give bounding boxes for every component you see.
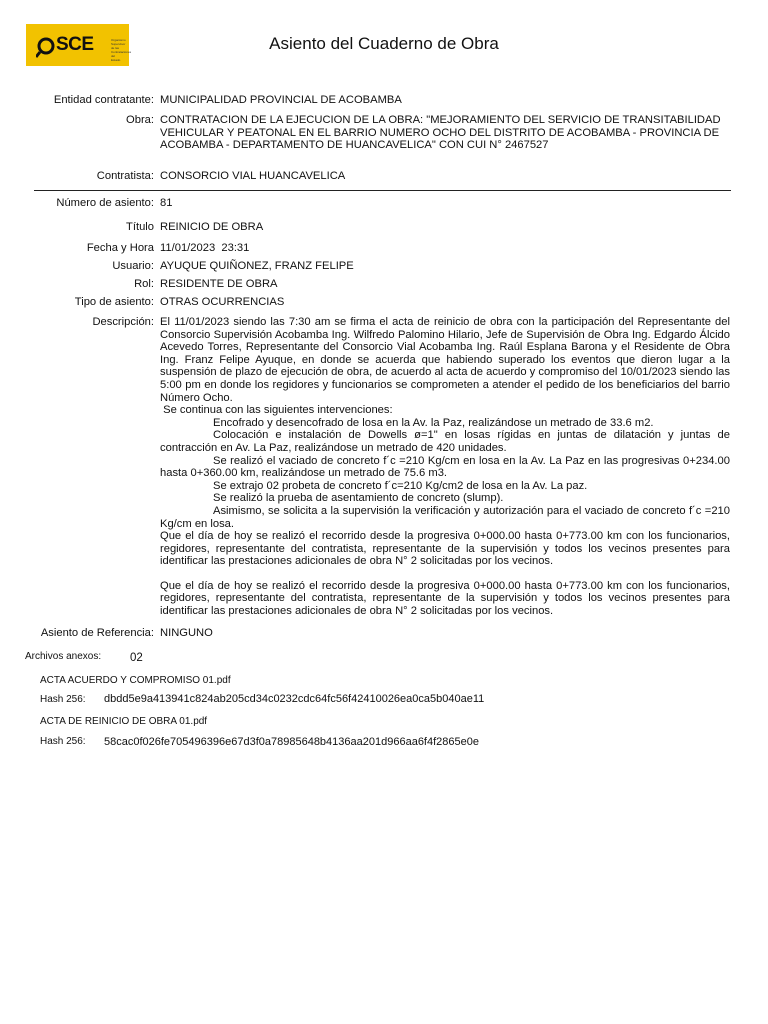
obra-value: CONTRATACION DE LA EJECUCION DE LA OBRA: "MEJORAMIENTO DEL SERVICIO DE TRANSITABILIDAD VEHICULAR Y PEATONAL EN EL BARRIO NUMERO OCHO DEL DISTRITO DE ACOBAMBA - PROVINCIA DE ACOBAMBA - DEPARTAMENTO DE HUANCAVELICA" CON CUI N° 2467527 [160,114,721,152]
hash-label: Hash 256: [40,694,86,705]
tipo-label: Tipo de asiento: [74,296,154,308]
referencia-label: Asiento de Referencia: [40,627,154,639]
archivos-label: Archivos anexos: [25,651,102,662]
numero-label: Número de asiento: [56,197,154,209]
desc-item-text: Asimismo, se solicita a la supervisión la verificación y autorización para el vaciado de concreto f´c =210 Kg/cm en losa. [160,504,730,530]
desc-item-text: Se realizó el vaciado de concreto f´c =210 Kg/cm en losa en la Av. La Paz en las progresivas 0+234.00 hasta 0+360.00 km, realizándose un metrado de 75.6 m3. [160,454,730,480]
contratista-value: CONSORCIO VIAL HUANCAVELICA [160,170,346,182]
desc-paragraph: Se continua con las siguientes intervenciones: [160,404,393,417]
desc-paragraph: Que el día de hoy se realizó el recorrido desde la progresiva 0+000.00 hasta 0+773.00 km con los funcionarios, regidores, representante del contratista, representante de la supervisión y todos los vecinos presentes para identificar las prestaciones adicionales de obra N° 2 solicitadas por los vecinos. [160,579,730,618]
attachment-name[interactable]: ACTA DE REINICIO DE OBRA 01.pdf [40,716,208,727]
obra-label: Obra: [126,114,154,126]
rol-label: Rol: [134,278,154,290]
usuario-value: AYUQUE QUIÑONEZ, FRANZ FELIPE [160,260,354,272]
desc-item: Encofrado y desencofrado de losa en la Av. la Paz, realizándose un metrado de 33.6 m2. [213,416,654,429]
hash-value: dbdd5e9a413941c824ab205cd34c0232cdc64fc56f42410026ea0ca5b040ae11 [104,693,485,705]
titulo-label: Título [126,221,154,233]
desc-item [160,455,730,480]
numero-value: 81 [160,197,173,209]
usuario-label: Usuario: [112,260,154,272]
desc-item: Se realizó la prueba de asentamiento de concreto (slump). [213,492,504,505]
spacer [160,568,730,580]
logo-subtext: Organismo Supervisor de las Contrataciones del Estado [111,38,132,62]
desc-item: Se extrajo 02 probeta de concreto f´c=210 Kg/cm2 de losa en la Av. La paz. [213,479,588,492]
tipo-value: OTRAS OCURRENCIAS [160,296,285,308]
desc-item-text: Colocación e instalación de Dowells ø=1" en losas rígidas en juntas de dilatación y juntas de contracción en Av. La Paz, realizándose un metrado de 420 unidades. [160,429,730,454]
fecha-value: 11/01/2023 23:31 [160,242,250,254]
referencia-value: NINGUNO [160,627,213,639]
titulo-value: REINICIO DE OBRA [160,221,264,233]
divider [34,190,731,191]
logo-text: SCE [56,34,94,55]
entidad-value: MUNICIPALIDAD PROVINCIAL DE ACOBAMBA [160,94,402,106]
desc-paragraph: Que el día de hoy se realizó el recorrido desde la progresiva 0+000.00 hasta 0+773.00 km con los funcionarios, regidores, representante del contratista, representante de la supervisión y todos los vecinos presentes para identificar las prestaciones adicionales de obra N° 2 solicitadas por los vecinos. [160,530,730,568]
descripcion-label: Descripción: [92,316,154,328]
contratista-label: Contratista: [96,170,154,182]
hash-label: Hash 256: [40,736,86,747]
page-title: Asiento del Cuaderno de Obra [269,34,499,53]
archivos-value: 02 [130,652,143,664]
entidad-label: Entidad contratante: [53,94,154,106]
attachment-name[interactable]: ACTA ACUERDO Y COMPROMISO 01.pdf [40,675,231,686]
descripcion-text [160,316,730,618]
desc-item [160,429,730,454]
hash-value: 58cac0f026fe705496396e67d3f0a78985648b4136aa201d966aa6f4f2865e0e [104,736,479,748]
desc-item [160,505,730,530]
desc-paragraph: El 11/01/2023 siendo las 7:30 am se firma el acta de reinicio de obra con la participación del Representante del Consorcio Supervisión Acobamba Ing. Wilfredo Palomino Hilario, Jefe de Supervisión de Obra Ing. Edgardo Álcido Acevedo Torres, Representante del Consorcio Vial Acobamba Ing. Raúl Esplana Barona y el Residente de Obra Ing. Franz Felipe Ayuque, en donde se acuerda que habiendo superado los eventos que dieron lugar a la suspensión de plazo de ejecución de obra, de acuerdo al acta de acuerdo y compromiso del 10/01/2023 siendo las 5:00 pm en donde los regidores y funcionarios se comprometen a atender el pedido de los beneficiarios del barrio Número Ocho. [160,316,730,404]
rol-value: RESIDENTE DE OBRA [160,278,278,290]
fecha-label: Fecha y Hora [86,242,154,254]
